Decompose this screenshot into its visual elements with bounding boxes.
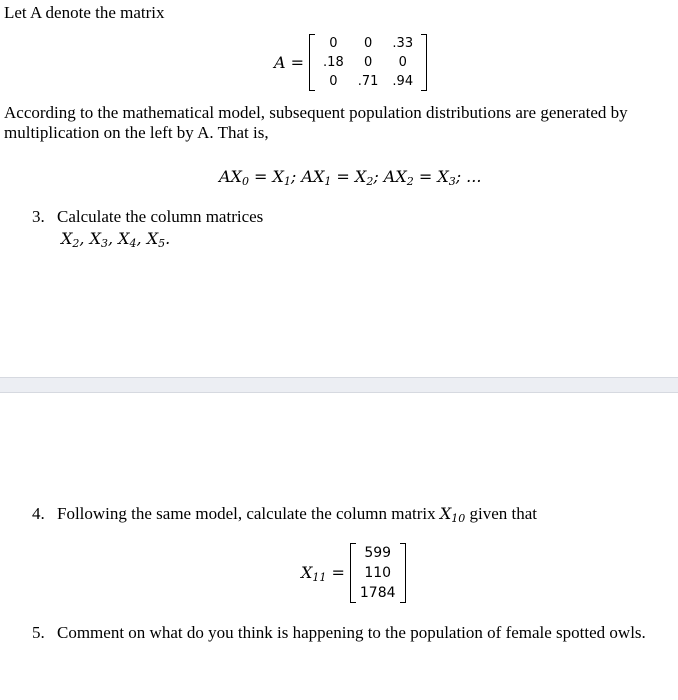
matrix-a <box>274 34 427 91</box>
intro-text: Let A denote the matrix <box>4 3 165 22</box>
var-sub: 11 <box>312 570 327 584</box>
eq-sub: 2 <box>406 175 414 188</box>
matrix-a-label: A = <box>274 53 305 72</box>
matrix-x11-table <box>357 543 399 603</box>
matrix-x11-body <box>350 543 406 603</box>
matrix-a-table <box>316 34 420 91</box>
var-sub: 4 <box>129 237 137 250</box>
eq-sub: 1 <box>324 175 332 188</box>
sep: , <box>79 229 90 248</box>
matrix-cell: 0 <box>363 55 373 70</box>
matrix-cell: 599 <box>364 545 392 561</box>
eq-part: ; ... <box>455 167 482 186</box>
right-bracket <box>400 543 406 603</box>
q4-number: 4. <box>32 504 45 523</box>
eq-sub: 3 <box>448 175 456 188</box>
model-text-line1: According to the mathematical model, subsequent population distributions are generated by <box>4 103 628 122</box>
matrix-x11-label <box>301 563 345 584</box>
matrix-row <box>316 34 420 53</box>
var: X <box>439 504 452 523</box>
var-sub: 3 <box>100 237 108 250</box>
model-text-line2: multiplication on the left by A. That is, <box>4 123 269 142</box>
eq-part: = X <box>413 167 449 186</box>
sep: . <box>165 229 171 248</box>
matrix-cell: .71 <box>357 74 379 89</box>
page-divider <box>0 377 678 393</box>
right-bracket <box>421 34 427 91</box>
q4-var <box>440 504 465 523</box>
matrix-cell: 110 <box>364 565 392 581</box>
matrix-row <box>357 543 399 563</box>
matrix-cell: 0 <box>329 74 338 89</box>
matrix-cell: 0 <box>363 36 373 51</box>
eq-sub: 2 <box>366 175 374 188</box>
q3-text: Calculate the column matrices <box>57 207 264 226</box>
q4-text-after: given that <box>469 504 538 523</box>
matrix-cell: 1784 <box>359 585 396 601</box>
left-bracket <box>350 543 356 603</box>
var: X <box>146 229 159 248</box>
var: X <box>61 229 73 248</box>
q4-text-before: Following the same model, calculate the column matrix <box>57 504 436 523</box>
q3-matrix-list <box>61 229 170 254</box>
eq-part: AX <box>219 167 242 186</box>
eq-sub: 1 <box>283 175 291 188</box>
eq-sub: 0 <box>241 175 249 188</box>
matrix-cell: 0 <box>329 36 338 51</box>
matrix-cell: .33 <box>392 36 414 51</box>
var-sub: 10 <box>451 512 466 525</box>
matrix-row <box>357 583 399 603</box>
var: X <box>301 562 313 582</box>
eq-part: ; AX <box>290 167 325 186</box>
matrix-cell: .18 <box>323 55 344 70</box>
q3-number: 3. <box>32 207 45 226</box>
var: X <box>89 229 101 248</box>
left-bracket <box>309 34 315 91</box>
sep: , <box>136 229 147 248</box>
matrix-a-body <box>309 34 427 91</box>
sep: , <box>107 229 119 248</box>
var-sub: 5 <box>158 237 166 250</box>
matrix-row <box>316 53 420 72</box>
matrix-x11 <box>301 543 406 603</box>
matrix-row <box>316 72 420 91</box>
q5-number: 5. <box>32 623 45 642</box>
var-sub: 2 <box>72 237 80 250</box>
matrix-cell: 0 <box>398 55 407 70</box>
matrix-row <box>357 563 399 583</box>
matrix-cell: .94 <box>392 74 414 89</box>
eq-part: = X <box>331 167 367 186</box>
q5-text: Comment on what do you think is happening to the population of female spotted owls. <box>57 623 646 642</box>
eq-part: = X <box>248 167 284 186</box>
eq-part: ; AX <box>373 167 407 186</box>
var: X <box>118 229 130 248</box>
q4-text <box>57 504 537 529</box>
iteration-equation <box>219 167 481 192</box>
equals-sign: = <box>331 562 345 582</box>
